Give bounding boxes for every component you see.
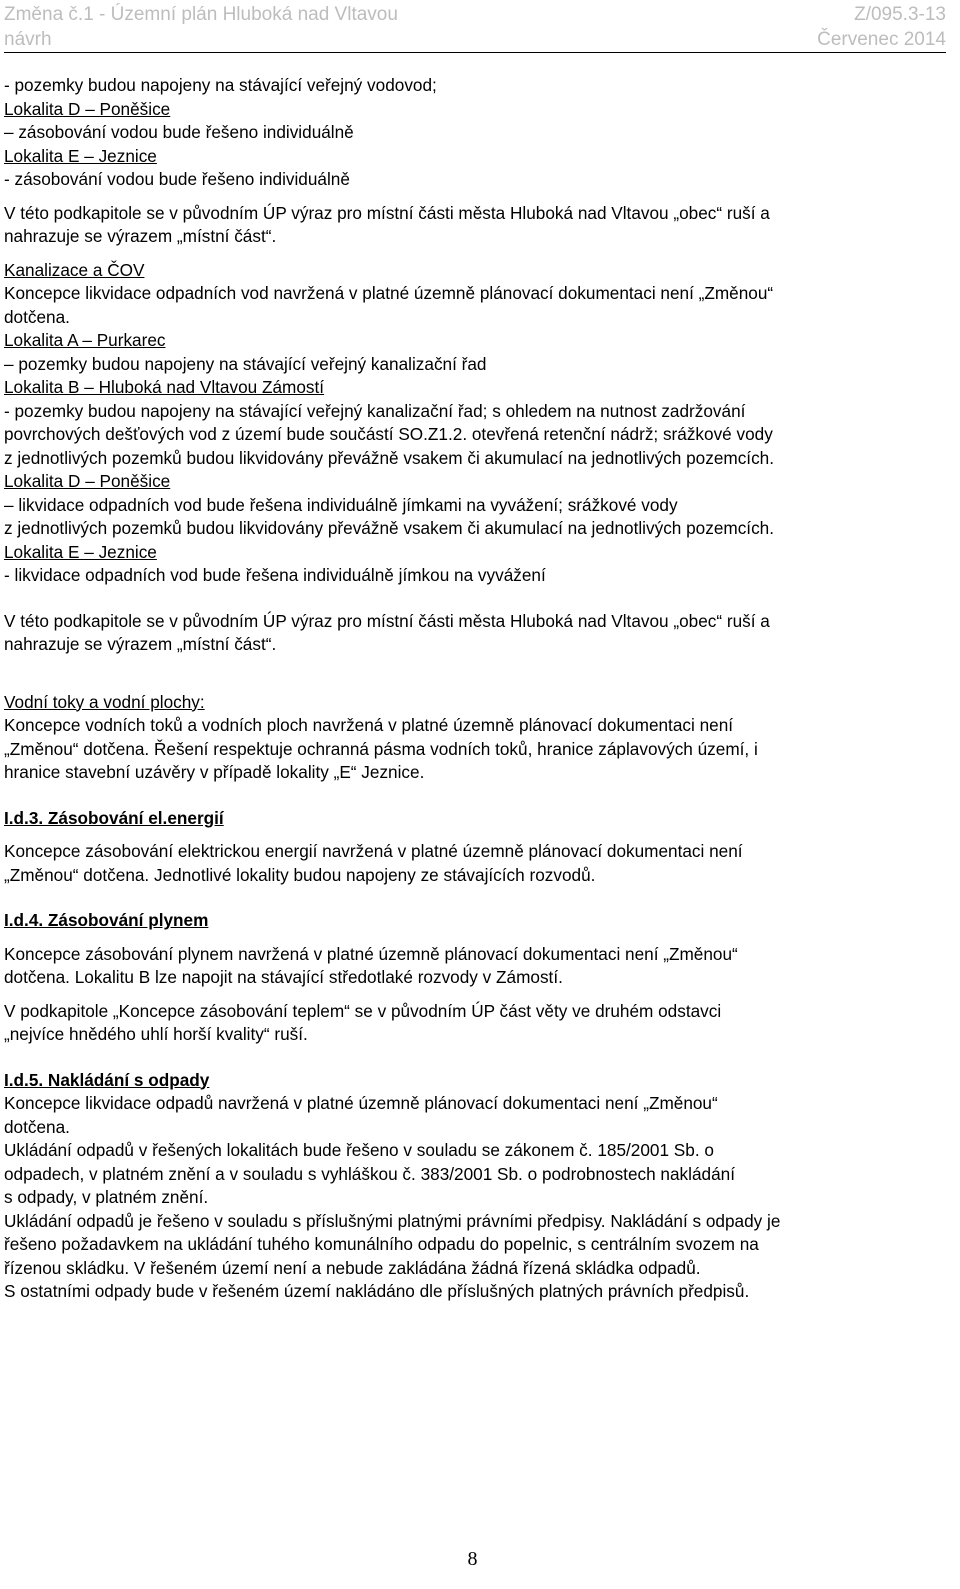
subheading: Lokalita B – Hluboká nad Vltavou Zámostí (4, 377, 325, 397)
paragraph-line: nahrazuje se výrazem „místní část“. (4, 226, 277, 246)
paragraph-line: V této podkapitole se v původním ÚP výraz pro místní části města Hluboká nad Vltavou „obec“ ruší a (4, 610, 770, 631)
paragraph-line: dotčena. (4, 1116, 70, 1137)
paragraph-line: Ukládání odpadů v řešených lokalitách bude řešeno v souladu se zákonem č. 185/2001 Sb. o (4, 1140, 714, 1160)
paragraph-line: „Změnou“ dotčena. Jednotlivé lokality budou napojeny ze stávajících rozvodů. (4, 864, 596, 885)
chapter-heading: I.d.5. Nakládání s odpady (4, 1069, 210, 1090)
section-heading: Vodní toky a vodní plochy: (4, 691, 205, 712)
paragraph-line: řešeno požadavkem na ukládání tuhého komunálního odpadu do popelnic, s centrálním svozem na (4, 1234, 759, 1254)
paragraph-line: hranice stavební uzávěry v případě lokality „E“ Jeznice. (4, 762, 425, 782)
header-date: Červenec 2014 (817, 29, 946, 50)
paragraph-line: „Změnou“ dotčena. Řešení respektuje ochranná pásma vodních toků, hranice záplavových území, i (4, 738, 758, 759)
subheading: Lokalita E – Jeznice (4, 541, 157, 562)
page-header (4, 0, 946, 53)
section-heading: Kanalizace a ČOV (4, 259, 145, 280)
paragraph-line: Koncepce zásobování plynem navržená v platné územně plánovací dokumentaci není „Změnou“ (4, 943, 738, 964)
subheading: Lokalita D – Poněšice (4, 471, 171, 491)
subheading: Lokalita D – Poněšice (4, 98, 171, 119)
paragraph-line: odpadech, v platném znění a v souladu s vyhláškou č. 383/2001 Sb. o podrobnostech nakládání (4, 1163, 735, 1184)
page-number: 8 (467, 1548, 478, 1570)
header-status: návrh (4, 29, 52, 50)
text-line: - likvidace odpadních vod bude řešena individuálně jímkou na vyvážení (4, 565, 546, 585)
header-right (817, 2, 946, 52)
chapter-heading: I.d.3. Zásobování el.energií (4, 807, 224, 828)
paragraph-line: Koncepce zásobování elektrickou energií navržená v platné územně plánovací dokumentaci není (4, 841, 743, 861)
text-line: – pozemky budou napojeny na stávající veřejný kanalizační řad (4, 353, 487, 374)
paragraph-line: „nejvíce hnědého uhlí horší kvality“ ruší. (4, 1024, 308, 1044)
paragraph-line: řízenou skládku. V řešeném území není a nebude zakládána žádná řízená skládka odpadů. (4, 1257, 701, 1278)
paragraph-line: Koncepce likvidace odpadů navržená v platné územně plánovací dokumentaci není „Změnou“ (4, 1093, 718, 1113)
text-line: – zásobování vodou bude řešeno individuálně (4, 122, 354, 142)
header-code: Z/095.3-13 (854, 4, 946, 25)
text-line: – likvidace odpadních vod bude řešena individuálně jímkami na vyvážení; srážkové vody (4, 494, 678, 515)
paragraph-line: V podkapitole „Koncepce zásobování teplem“ se v původním ÚP část věty ve druhém odstavci (4, 1000, 722, 1021)
paragraph-line: dotčena. (4, 306, 70, 327)
paragraph-line: Koncepce likvidace odpadních vod navržená v platné územně plánovací dokumentaci není „Změnou“ (4, 283, 774, 303)
text-line: povrchových dešťových vod z území bude součástí SO.Z1.2. otevřená retenční nádrž; srážkové vody (4, 424, 773, 444)
text-line: z jednotlivých pozemků budou likvidovány převážně vsakem či akumulací na jednotlivých pozemcích. (4, 518, 775, 538)
page-content (4, 74, 943, 1304)
paragraph-line: nahrazuje se výrazem „místní část“. (4, 634, 277, 654)
paragraph-line: Ukládání odpadů je řešeno v souladu s příslušnými platnými právními předpisy. Nakládání s odpady je (4, 1210, 781, 1231)
paragraph-line: V této podkapitole se v původním ÚP výraz pro místní části města Hluboká nad Vltavou „obec“ ruší a (4, 202, 770, 223)
chapter-heading: I.d.4. Zásobování plynem (4, 910, 209, 930)
header-left (4, 2, 398, 52)
subheading: Lokalita E – Jeznice (4, 145, 157, 166)
paragraph-line: s odpady, v platném znění. (4, 1187, 209, 1207)
subheading: Lokalita A – Purkarec (4, 330, 166, 350)
text-line: z jednotlivých pozemků budou likvidovány převážně vsakem či akumulací na jednotlivých pozemcích. (4, 447, 775, 468)
paragraph-line: Koncepce vodních toků a vodních ploch navržená v platné územně plánovací dokumentaci není (4, 715, 734, 735)
paragraph-line: S ostatními odpady bude v řešeném území nakládáno dle příslušných platných právních předpisů. (4, 1281, 750, 1301)
text-line: - pozemky budou napojeny na stávající veřejný vodovod; (4, 75, 437, 95)
text-line: - zásobování vodou bude řešeno individuálně (4, 169, 350, 189)
paragraph-line: dotčena. Lokalitu B lze napojit na stávající středotlaké rozvody v Zámostí. (4, 967, 563, 987)
text-line: - pozemky budou napojeny na stávající veřejný kanalizační řad; s ohledem na nutnost zadržování (4, 400, 746, 421)
header-title: Změna č.1 - Územní plán Hluboká nad Vltavou (4, 4, 398, 25)
